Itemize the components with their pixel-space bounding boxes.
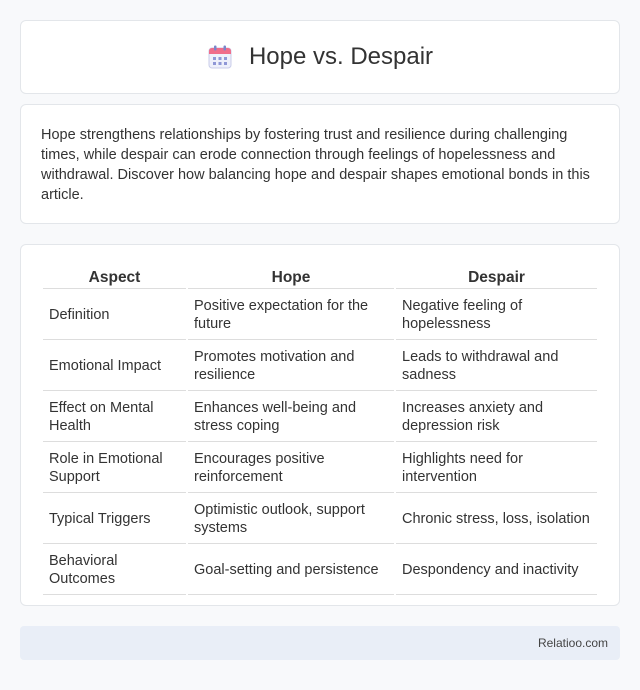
footer-site-link[interactable]: Relatioo.com xyxy=(537,636,608,650)
table-cell-despair: Increases anxiety and depression risk xyxy=(396,393,597,442)
header-hope: Hope xyxy=(188,267,394,289)
table-cell-hope: Positive expectation for the future xyxy=(188,291,394,340)
table-row xyxy=(43,546,597,595)
table-cell-aspect: Effect on Mental Health xyxy=(43,393,186,442)
table-cell-hope: Optimistic outlook, support systems xyxy=(188,495,394,544)
table-cell-despair: Despondency and inactivity xyxy=(396,546,597,595)
intro-card xyxy=(20,104,620,224)
page-title: Hope vs. Despair xyxy=(248,43,434,70)
header-card xyxy=(20,20,620,94)
table-cell-aspect: Behavioral Outcomes xyxy=(43,546,186,595)
table-header-row xyxy=(43,267,597,289)
calendar-icon xyxy=(207,44,233,70)
table-cell-despair: Chronic stress, loss, isolation xyxy=(396,495,597,544)
comparison-table xyxy=(41,265,599,597)
footer xyxy=(20,626,620,660)
table-row xyxy=(43,291,597,340)
table-row xyxy=(43,444,597,493)
table-cell-aspect: Emotional Impact xyxy=(43,342,186,391)
header-despair: Despair xyxy=(396,267,597,289)
table-cell-despair: Highlights need for intervention xyxy=(396,444,597,493)
table-cell-aspect: Typical Triggers xyxy=(43,495,186,544)
table-cell-despair: Leads to withdrawal and sadness xyxy=(396,342,597,391)
table-card xyxy=(20,244,620,606)
intro-paragraph: Hope strengthens relationships by fostering trust and resilience during challenging times, while despair can erode connection through feelings of hopelessness and withdrawal. Discover how balancing hope and despair shapes emotional bonds in this article. xyxy=(41,127,590,203)
table-cell-aspect: Definition xyxy=(43,291,186,340)
table-cell-hope: Encourages positive reinforcement xyxy=(188,444,394,493)
header-aspect: Aspect xyxy=(43,267,186,289)
table-cell-hope: Goal-setting and persistence xyxy=(188,546,394,595)
title-wrap xyxy=(207,43,433,71)
table-row xyxy=(43,393,597,442)
table-cell-despair: Negative feeling of hopelessness xyxy=(396,291,597,340)
table-cell-hope: Promotes motivation and resilience xyxy=(188,342,394,391)
table-cell-aspect: Role in Emotional Support xyxy=(43,444,186,493)
table-row xyxy=(43,342,597,391)
table-cell-hope: Enhances well-being and stress coping xyxy=(188,393,394,442)
table-row xyxy=(43,495,597,544)
